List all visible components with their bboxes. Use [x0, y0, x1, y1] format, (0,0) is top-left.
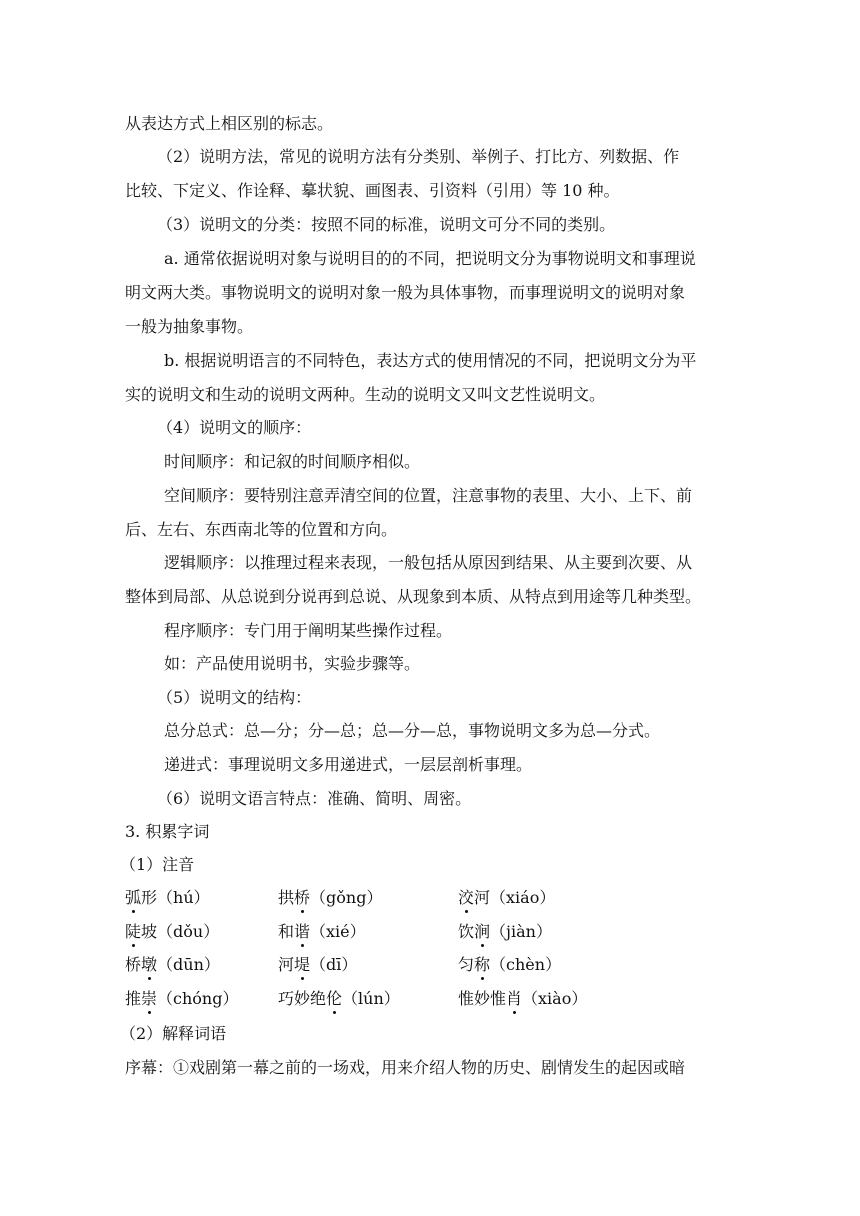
paragraph-line: 逻辑顺序：以推理过程来表现，一般包括从原因到结果、从主要到次要、从 [164, 553, 693, 572]
paragraph-line: 序幕：①戏剧第一幕之前的一场戏，用来介绍人物的历史、剧情发生的起因或暗 [125, 1058, 686, 1077]
paragraph-line: 整体到局部、从总说到分说再到总说、从现象到本质、从特点到用途等几种类型。 [125, 587, 702, 606]
paragraph-line: 一般为抽象事物。 [125, 317, 254, 336]
paragraph-line: 空间顺序：要特别注意弄清空间的位置，注意事物的表里、大小、上下、前 [164, 486, 693, 505]
paragraph-line: （4）说明文的顺序： [157, 418, 312, 437]
vocab-pinyin: （chóng） [157, 989, 239, 1008]
vocab-item [125, 989, 238, 1009]
vocab-pinyin: （lún） [342, 989, 400, 1008]
vocab-dotted-char: 堤 [294, 955, 311, 974]
vocab-prefix: 拱 [278, 888, 295, 907]
vocab-dotted-char: 谐 [294, 922, 311, 941]
paragraph-line: 实的说明文和生动的说明文两种。生动的说明文又叫文艺性说明文。 [125, 385, 606, 404]
vocab-item [458, 888, 555, 908]
paragraph-line: 从表达方式上相区别的标志。 [125, 114, 334, 133]
vocab-dotted-char: 涧 [474, 922, 491, 941]
vocab-prefix: 桥 [125, 955, 142, 974]
vocab-dotted-char: 桥 [294, 888, 311, 907]
vocab-item [278, 955, 357, 975]
vocab-pinyin: （dūn） [157, 955, 220, 974]
vocab-item [458, 922, 552, 942]
vocab-dotted-char: 陡 [125, 922, 142, 941]
paragraph-line: 比较、下定义、作诠释、摹状貌、画图表、引资料（引用）等 10 种。 [125, 181, 620, 200]
vocab-pinyin: （gǒng） [310, 888, 383, 907]
vocab-pinyin: （xiào） [522, 989, 588, 1008]
vocab-pinyin: 坡（dǒu） [141, 922, 220, 941]
paragraph-line: 总分总式：总—分；分—总；总—分—总，事物说明文多为总—分式。 [164, 721, 661, 740]
section-heading: 3. 积累字词 [125, 822, 210, 841]
vocab-item [278, 989, 400, 1009]
vocab-pinyin: （chèn） [490, 955, 562, 974]
vocab-dotted-char: 墩 [141, 955, 158, 974]
vocab-item [278, 888, 382, 908]
paragraph-line: 如：产品使用说明书，实验步骤等。 [164, 654, 421, 673]
vocab-prefix: 惟妙惟 [458, 989, 507, 1008]
vocab-item [458, 989, 587, 1009]
paragraph-line: （6）说明文语言特点：准确、简明、周密。 [157, 789, 472, 808]
paragraph-line: 递进式：事理说明文多用递进式，一层层剖析事理。 [164, 755, 533, 774]
vocab-prefix: 饮 [458, 922, 475, 941]
vocab-dotted-char: 伦 [326, 989, 343, 1008]
vocab-pinyin: （dī） [310, 955, 358, 974]
paragraph-line: 后、左右、东西南北等的位置和方向。 [125, 520, 398, 539]
paragraph-line: b. 根据说明语言的不同特色，表达方式的使用情况的不同，把说明文分为平 [164, 351, 697, 370]
vocab-pinyin: （jiàn） [490, 922, 552, 941]
subsection-heading: （2）解释词语 [120, 1024, 227, 1043]
paragraph-line: （3）说明文的分类：按照不同的标准，说明文可分不同的类别。 [157, 215, 616, 234]
paragraph-line: （5）说明文的结构： [157, 688, 312, 707]
vocab-item [125, 922, 219, 942]
paragraph-line: a. 通常依据说明对象与说明目的的不同，把说明文分为事物说明文和事理说 [164, 249, 696, 268]
subsection-heading: （1）注音 [120, 855, 195, 874]
vocab-prefix: 巧妙绝 [278, 989, 327, 1008]
vocab-item [458, 955, 561, 975]
vocab-item [125, 888, 210, 908]
vocab-item [125, 955, 220, 975]
paragraph-line: （2）说明方法，常见的说明方法有分类别、举例子、打比方、列数据、作 [157, 147, 680, 166]
paragraph-line: 时间顺序：和记叙的时间顺序相似。 [164, 452, 421, 471]
vocab-pinyin: （xié） [310, 922, 366, 941]
vocab-prefix: 河 [278, 955, 295, 974]
vocab-prefix: 推 [125, 989, 142, 1008]
vocab-dotted-char: 崇 [141, 989, 158, 1008]
vocab-dotted-char: 肖 [506, 989, 523, 1008]
vocab-dotted-char: 弧 [125, 888, 142, 907]
vocab-dotted-char: 洨 [458, 888, 475, 907]
vocab-pinyin: 形（hú） [141, 888, 210, 907]
paragraph-line: 程序顺序：专门用于阐明某些操作过程。 [164, 621, 453, 640]
paragraph-line: 明文两大类。事物说明文的说明对象一般为具体事物，而事理说明文的说明对象 [125, 283, 686, 302]
vocab-prefix: 匀 [458, 955, 475, 974]
vocab-prefix: 和 [278, 922, 295, 941]
vocab-item [278, 922, 366, 942]
vocab-dotted-char: 称 [474, 955, 491, 974]
vocab-pinyin: 河（xiáo） [474, 888, 556, 907]
